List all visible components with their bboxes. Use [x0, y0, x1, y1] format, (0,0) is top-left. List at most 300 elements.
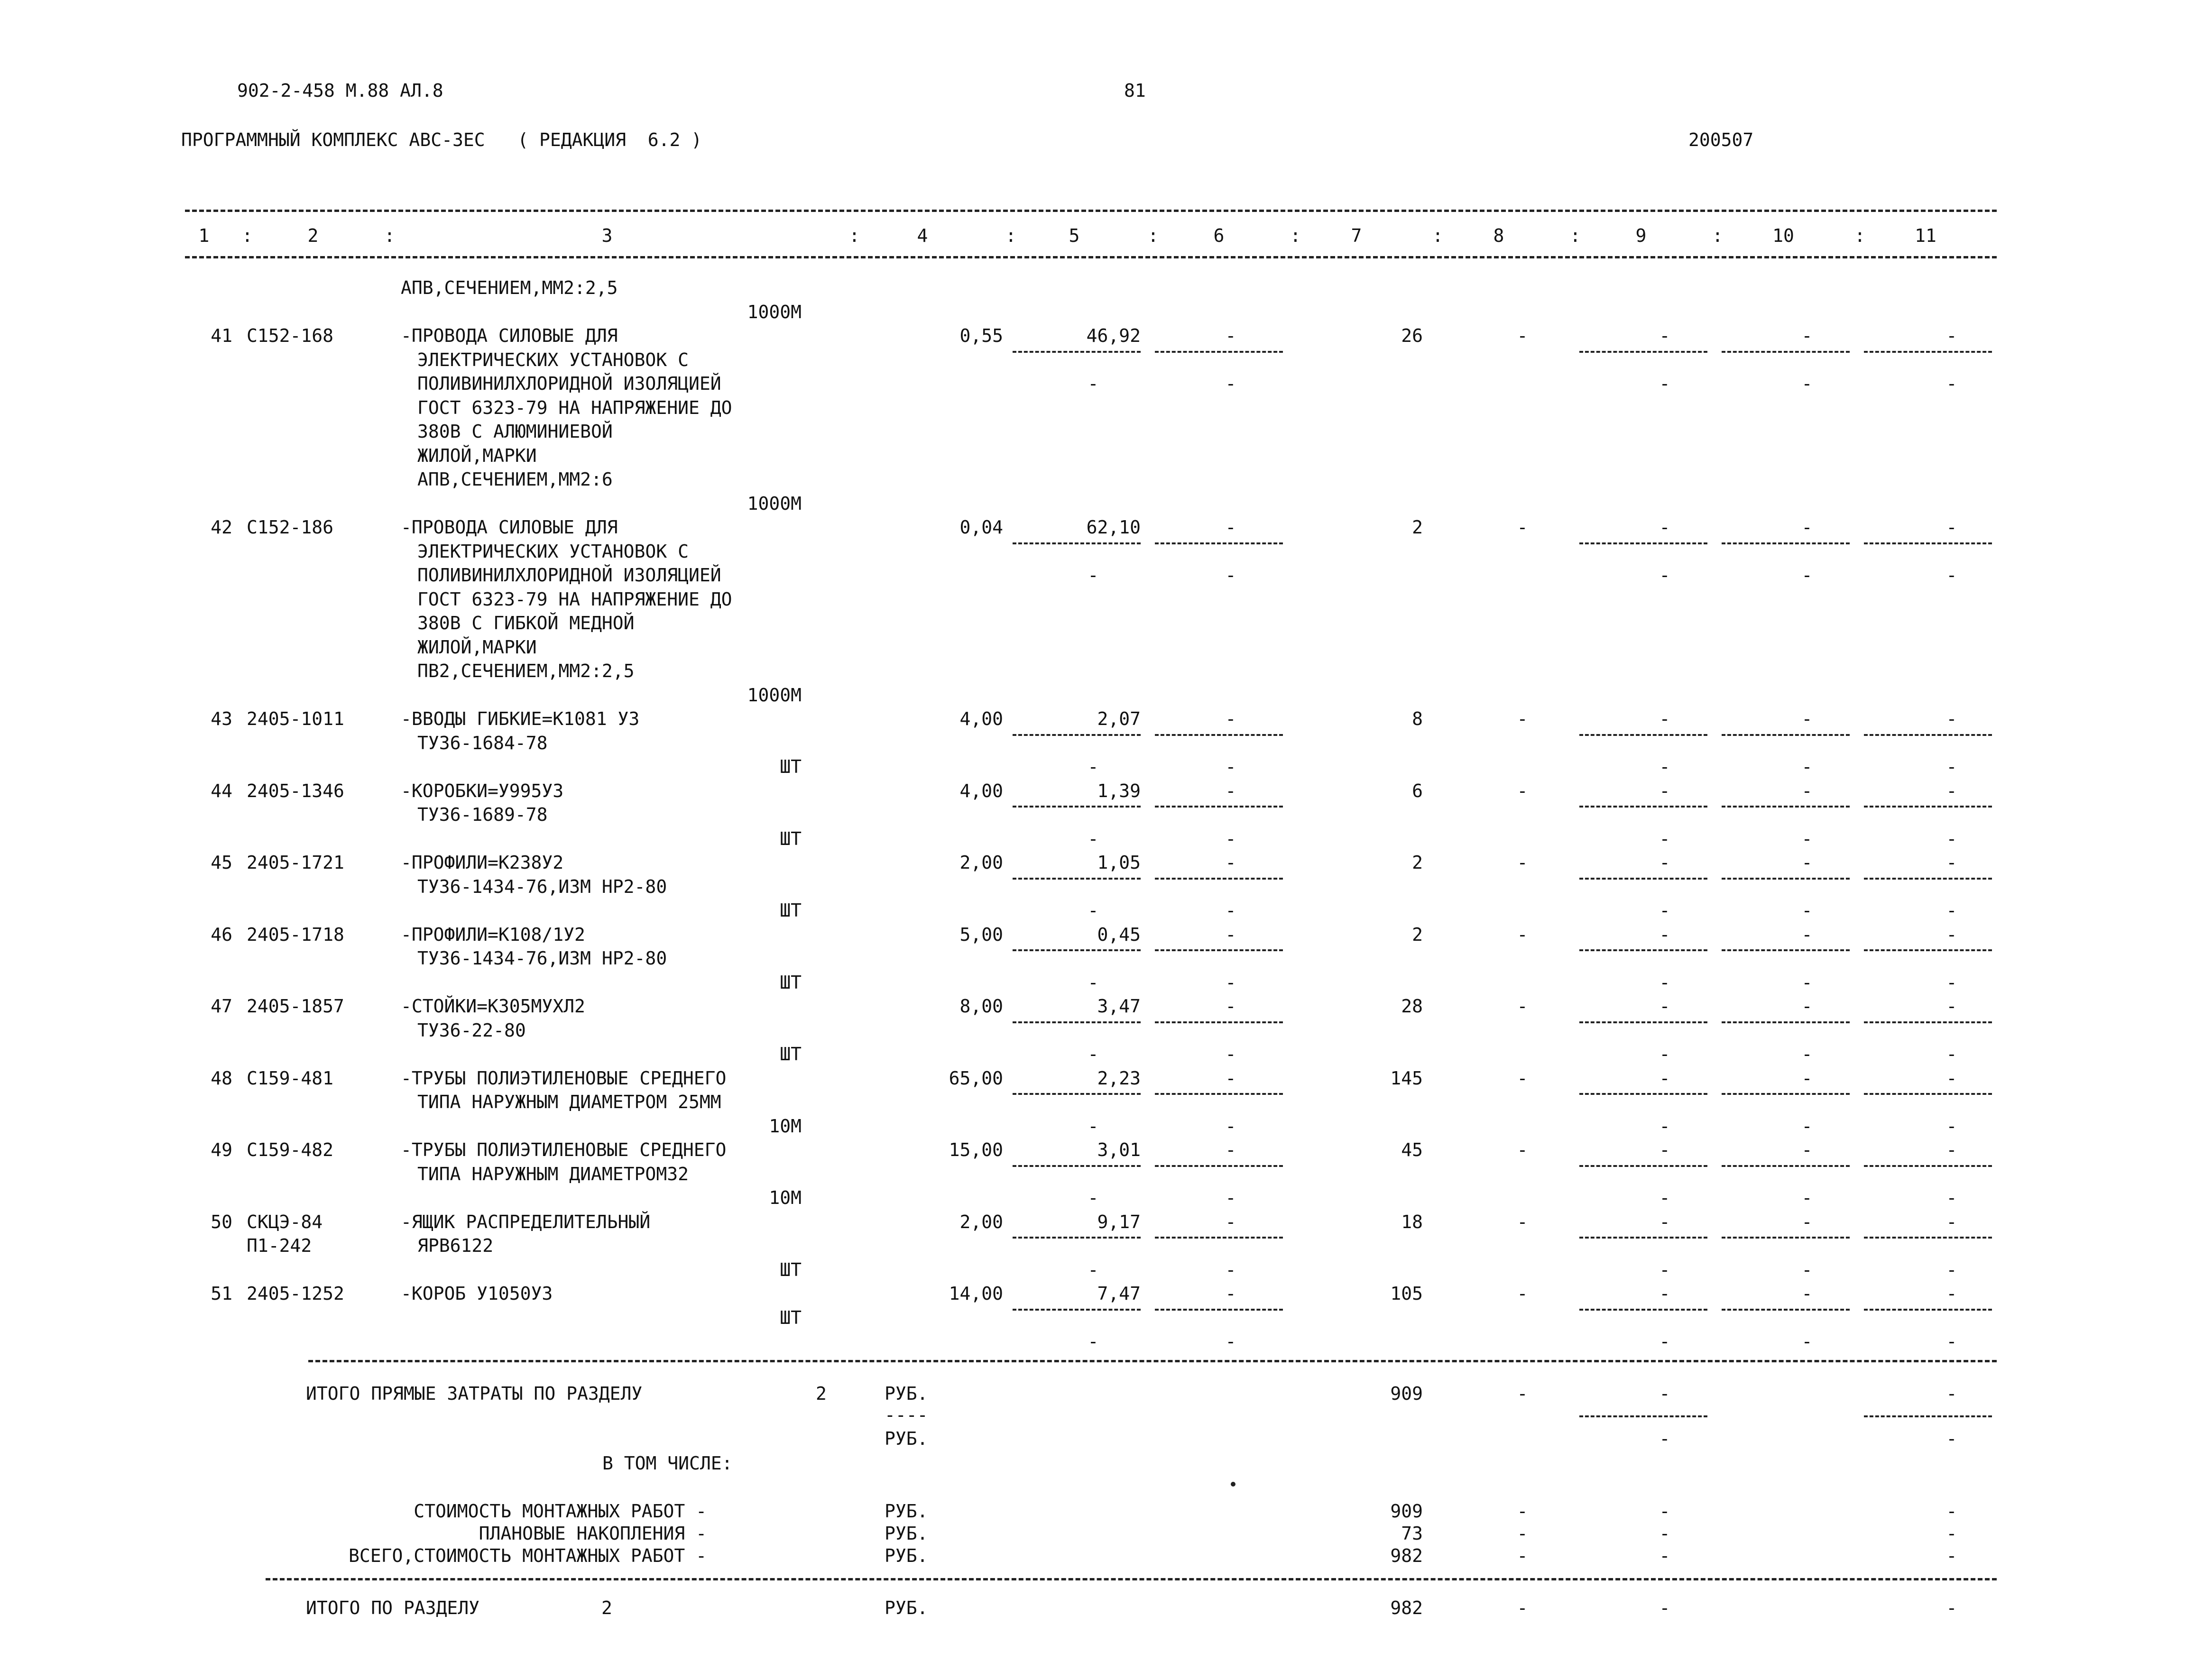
- rate-code: 2405-1721: [247, 852, 344, 873]
- fraction-line: [1155, 806, 1283, 808]
- unit-label: 1000М: [747, 684, 802, 706]
- description-line: -ТРУБЫ ПОЛИЭТИЛЕНОВЫЕ СРЕДНЕГО: [401, 1067, 727, 1089]
- col8-value: -: [1517, 1211, 1528, 1232]
- quantity-value: 8,00: [959, 996, 1003, 1017]
- col11-value: -: [1946, 924, 1957, 945]
- fraction-line: [1155, 1021, 1283, 1023]
- col11-sub-value: -: [1946, 1115, 1957, 1137]
- quantity-value: 65,00: [949, 1067, 1003, 1089]
- col10-value: -: [1801, 780, 1813, 801]
- description-line: -ПРОФИЛИ=К238У2: [401, 852, 564, 873]
- col6-value: -: [1225, 1067, 1236, 1089]
- col11-sub-value: -: [1946, 756, 1957, 777]
- quantity-value: 2,00: [959, 1211, 1003, 1232]
- rate-code: 2405-1857: [247, 996, 344, 1017]
- row-number: 42: [211, 517, 232, 538]
- col10-sub-value: -: [1801, 1044, 1813, 1065]
- rate-code: СКЦЭ-84: [247, 1211, 323, 1232]
- section-number: 2: [601, 1597, 612, 1618]
- unit-cost-value: 2,23: [1097, 1067, 1141, 1089]
- unit-cost-value: 7,47: [1097, 1283, 1141, 1304]
- col5-sub-value: -: [1088, 1259, 1099, 1280]
- col11-value: -: [1946, 780, 1957, 801]
- fraction-line: [1864, 1021, 1992, 1023]
- unit-label: 10М: [769, 1187, 802, 1208]
- total-cost-value: 2: [1412, 924, 1423, 945]
- col5-sub-value: -: [1088, 373, 1099, 394]
- col6-value: -: [1225, 996, 1236, 1017]
- section-col8: -: [1517, 1597, 1528, 1618]
- fraction-line: [1579, 1021, 1707, 1023]
- fraction-line: [1013, 1165, 1141, 1167]
- col8-value: -: [1517, 517, 1528, 538]
- row-number: 47: [211, 996, 232, 1017]
- description-line: 380В С ГИБКОЙ МЕДНОЙ: [417, 613, 635, 633]
- section-total-label: ИТОГО ПО РАЗДЕЛУ: [306, 1597, 480, 1618]
- breakdown-col8: -: [1517, 1545, 1528, 1566]
- description-line: АПВ,СЕЧЕНИЕМ,ММ2:2,5: [401, 277, 618, 298]
- fraction-line: [1579, 542, 1707, 544]
- fraction-line: [1864, 806, 1992, 808]
- fraction-line: [1722, 1021, 1850, 1023]
- section-total-value: 982: [1390, 1597, 1423, 1618]
- col10-value: -: [1801, 996, 1813, 1017]
- section-number: 2: [816, 1383, 827, 1404]
- quantity-value: 0,04: [959, 517, 1003, 538]
- col9-sub-value: -: [1659, 373, 1670, 394]
- row-number: 46: [211, 924, 232, 945]
- description-line: ТИПА НАРУЖНЫМ ДИАМЕТРОМ32: [417, 1163, 689, 1184]
- col9-sub-value: -: [1659, 565, 1670, 586]
- col11-value: -: [1946, 517, 1957, 538]
- fraction-line: [1155, 734, 1283, 736]
- total-cost-value: 2: [1412, 517, 1423, 538]
- total-cost-value: 26: [1401, 325, 1423, 346]
- col8-value: -: [1517, 1139, 1528, 1160]
- row-number: 45: [211, 852, 232, 873]
- program-title: ПРОГРАММНЫЙ КОМПЛЕКС АВС-3ЕС ( РЕДАКЦИЯ 6.2 ): [181, 129, 702, 150]
- currency-label: РУБ.: [885, 1428, 928, 1449]
- fraction-line: [1864, 1165, 1992, 1167]
- col8-value: -: [1517, 996, 1528, 1017]
- unit-label: ШТ: [780, 756, 802, 777]
- col6-sub-value: -: [1225, 373, 1236, 394]
- col9-value: -: [1659, 924, 1670, 945]
- section-col9: -: [1659, 1597, 1670, 1618]
- col6-value: -: [1225, 1139, 1236, 1160]
- col9-sub-value: -: [1659, 756, 1670, 777]
- column-header-2: 2: [307, 225, 319, 246]
- rate-code: 2405-1718: [247, 924, 344, 945]
- direct-col9-sub: -: [1659, 1428, 1670, 1449]
- rate-code: 2405-1252: [247, 1283, 344, 1304]
- fraction-line: [1155, 351, 1283, 353]
- direct-col11: -: [1946, 1383, 1957, 1404]
- breakdown-col9: -: [1659, 1545, 1670, 1566]
- breakdown-total-value: 909: [1390, 1501, 1423, 1522]
- col6-sub-value: -: [1225, 972, 1236, 993]
- col5-sub-value: -: [1088, 1115, 1099, 1137]
- total-cost-value: 145: [1390, 1067, 1423, 1089]
- rate-code: С152-186: [247, 517, 334, 538]
- col10-value: -: [1801, 325, 1813, 346]
- col6-sub-value: -: [1225, 900, 1236, 921]
- unit-cost-value: 3,01: [1097, 1139, 1141, 1160]
- row-number: 48: [211, 1067, 232, 1089]
- col11-value: -: [1946, 1283, 1957, 1304]
- col9-value: -: [1659, 996, 1670, 1017]
- total-cost-value: 8: [1412, 708, 1423, 729]
- description-line: -ПРОВОДА СИЛОВЫЕ ДЛЯ: [401, 325, 618, 346]
- col9-value: -: [1659, 325, 1670, 346]
- col11-sub-value: -: [1946, 373, 1957, 394]
- col10-value: -: [1801, 1283, 1813, 1304]
- col11-sub-value: -: [1946, 1044, 1957, 1065]
- col10-sub-value: -: [1801, 373, 1813, 394]
- fraction-line: [1155, 1165, 1283, 1167]
- col6-sub-value: -: [1225, 828, 1236, 849]
- col11-sub-value: -: [1946, 972, 1957, 993]
- column-separator: :: [384, 225, 395, 246]
- unit-label: ШТ: [780, 1259, 802, 1280]
- fraction-line: [1722, 878, 1850, 880]
- row-number: 43: [211, 708, 232, 729]
- col9-sub-value: -: [1659, 1115, 1670, 1137]
- quantity-value: 4,00: [959, 708, 1003, 729]
- direct-col8: -: [1517, 1383, 1528, 1404]
- column-header-10: 10: [1772, 225, 1794, 246]
- description-line: -КОРОБ У1050У3: [401, 1283, 553, 1304]
- col8-value: -: [1517, 325, 1528, 346]
- description-line: ЖИЛОЙ,МАРКИ: [417, 445, 537, 466]
- quantity-value: 14,00: [949, 1283, 1003, 1304]
- col5-sub-value: -: [1088, 1331, 1099, 1352]
- column-header-3: 3: [601, 225, 613, 246]
- including-label: В ТОМ ЧИСЛЕ:: [602, 1453, 733, 1474]
- breakdown-label: ВСЕГО,СТОИМОСТЬ МОНТАЖНЫХ РАБОТ -: [349, 1545, 707, 1566]
- fraction-line: [1722, 542, 1850, 544]
- stray-mark: [1231, 1482, 1235, 1487]
- col10-value: -: [1801, 924, 1813, 945]
- job-number: 200507: [1688, 129, 1754, 150]
- description-line: -ВВОДЫ ГИБКИЕ=К1081 У3: [401, 708, 640, 729]
- col9-value: -: [1659, 1211, 1670, 1232]
- fraction-line: [1013, 1237, 1141, 1239]
- description-line: ПОЛИВИНИЛХЛОРИДНОЙ ИЗОЛЯЦИЕЙ: [417, 373, 721, 394]
- fraction-line: [1722, 1093, 1850, 1095]
- fraction-line: [1722, 949, 1850, 951]
- fraction-line: [1579, 351, 1707, 353]
- direct-col11-sub: -: [1946, 1428, 1957, 1449]
- col11-value: -: [1946, 852, 1957, 873]
- col8-value: -: [1517, 924, 1528, 945]
- fraction-line: [1579, 1165, 1707, 1167]
- fraction-line: [1013, 351, 1141, 353]
- col6-value: -: [1225, 1283, 1236, 1304]
- breakdown-total-value: 982: [1390, 1545, 1423, 1566]
- rate-code: П1-242: [247, 1235, 312, 1256]
- fraction-line: [1722, 734, 1850, 736]
- col11-value: -: [1946, 325, 1957, 346]
- fraction-line: [1722, 806, 1850, 808]
- col11-sub-value: -: [1946, 828, 1957, 849]
- fraction-line: [1579, 1415, 1707, 1417]
- quantity-value: 5,00: [959, 924, 1003, 945]
- currency-label: РУБ.: [885, 1545, 928, 1566]
- fraction-line: [1864, 878, 1992, 880]
- col11-value: -: [1946, 1139, 1957, 1160]
- unit-cost-value: 1,05: [1097, 852, 1141, 873]
- unit-cost-value: 2,07: [1097, 708, 1141, 729]
- fraction-line: [1579, 806, 1707, 808]
- col10-sub-value: -: [1801, 900, 1813, 921]
- col10-value: -: [1801, 1067, 1813, 1089]
- column-header-9: 9: [1635, 225, 1647, 246]
- col6-value: -: [1225, 708, 1236, 729]
- col11-value: -: [1946, 1211, 1957, 1232]
- table-end-rule: [308, 1360, 1997, 1362]
- col6-value: -: [1225, 780, 1236, 801]
- col9-sub-value: -: [1659, 1044, 1670, 1065]
- fraction-line: [1864, 542, 1992, 544]
- fraction-line: [1579, 949, 1707, 951]
- unit-label: 1000М: [747, 493, 802, 514]
- description-line: -ПРОФИЛИ=К108/1У2: [401, 924, 585, 945]
- description-line: 380В С АЛЮМИНИЕВОЙ: [417, 421, 613, 442]
- col10-value: -: [1801, 1139, 1813, 1160]
- unit-label: ШТ: [780, 828, 802, 849]
- col10-value: -: [1801, 1211, 1813, 1232]
- row-number: 50: [211, 1211, 232, 1232]
- breakdown-col8: -: [1517, 1523, 1528, 1544]
- fraction-line: [1579, 878, 1707, 880]
- currency-label: РУБ.: [885, 1383, 928, 1404]
- description-line: ТУ36-1434-76,ИЗМ НР2-80: [417, 948, 667, 969]
- col10-sub-value: -: [1801, 756, 1813, 777]
- col6-sub-value: -: [1225, 1044, 1236, 1065]
- col6-sub-value: -: [1225, 1115, 1236, 1137]
- unit-label: 10М: [769, 1115, 802, 1137]
- breakdown-col11: -: [1946, 1545, 1957, 1566]
- fraction-line: [1864, 949, 1992, 951]
- currency-label: РУБ.: [885, 1523, 928, 1544]
- fraction-line: [1864, 1093, 1992, 1095]
- fraction-line: [1722, 1237, 1850, 1239]
- header-rule-top: [185, 210, 1997, 212]
- description-line: ПВ2,СЕЧЕНИЕМ,ММ2:2,5: [417, 661, 635, 681]
- column-separator: :: [1005, 225, 1016, 246]
- fraction-line: [1864, 351, 1992, 353]
- col10-sub-value: -: [1801, 828, 1813, 849]
- description-line: -ПРОВОДА СИЛОВЫЕ ДЛЯ: [401, 517, 618, 538]
- fraction-line: [1579, 1309, 1707, 1311]
- description-line: -ТРУБЫ ПОЛИЭТИЛЕНОВЫЕ СРЕДНЕГО: [401, 1139, 727, 1160]
- col5-sub-value: -: [1088, 565, 1099, 586]
- col6-value: -: [1225, 924, 1236, 945]
- description-line: -СТОЙКИ=К305МУХЛ2: [401, 996, 585, 1017]
- description-line: -КОРОБКИ=У995У3: [401, 780, 564, 801]
- fraction-line: [1155, 1237, 1283, 1239]
- col10-sub-value: -: [1801, 1259, 1813, 1280]
- description-line: ТИПА НАРУЖНЫМ ДИАМЕТРОМ 25ММ: [417, 1092, 721, 1112]
- col10-sub-value: -: [1801, 565, 1813, 586]
- description-line: ЯРВ6122: [417, 1235, 494, 1256]
- row-number: 51: [211, 1283, 232, 1304]
- description-line: ТУ36-1684-78: [417, 732, 548, 753]
- column-separator: :: [1432, 225, 1443, 246]
- col9-sub-value: -: [1659, 1331, 1670, 1352]
- col9-value: -: [1659, 517, 1670, 538]
- col11-value: -: [1946, 1067, 1957, 1089]
- col5-sub-value: -: [1088, 1187, 1099, 1208]
- col10-value: -: [1801, 708, 1813, 729]
- col11-sub-value: -: [1946, 565, 1957, 586]
- row-number: 49: [211, 1139, 232, 1160]
- column-separator: :: [1712, 225, 1723, 246]
- description-line: ГОСТ 6323-79 НА НАПРЯЖЕНИЕ ДО: [417, 588, 732, 610]
- col8-value: -: [1517, 780, 1528, 801]
- col9-value: -: [1659, 780, 1670, 801]
- col5-sub-value: -: [1088, 756, 1099, 777]
- col11-sub-value: -: [1946, 900, 1957, 921]
- fraction-line: [1722, 1165, 1850, 1167]
- col6-value: -: [1225, 1211, 1236, 1232]
- col10-value: -: [1801, 517, 1813, 538]
- col11-sub-value: -: [1946, 1259, 1957, 1280]
- column-separator: :: [242, 225, 253, 246]
- breakdown-col11: -: [1946, 1523, 1957, 1544]
- col9-value: -: [1659, 1283, 1670, 1304]
- column-header-11: 11: [1915, 225, 1936, 246]
- fraction-line: [1013, 878, 1141, 880]
- col9-sub-value: -: [1659, 972, 1670, 993]
- unit-label: ШТ: [780, 1044, 802, 1065]
- fraction-line: [1013, 1021, 1141, 1023]
- fraction-line: [1722, 351, 1850, 353]
- description-line: ЭЛЕКТРИЧЕСКИХ УСТАНОВОК С: [417, 541, 689, 562]
- rate-code: С159-482: [247, 1139, 334, 1160]
- col11-value: -: [1946, 708, 1957, 729]
- fraction-line: [1155, 542, 1283, 544]
- column-separator: :: [1148, 225, 1159, 246]
- col5-sub-value: -: [1088, 900, 1099, 921]
- col6-value: -: [1225, 517, 1236, 538]
- description-line: ЭЛЕКТРИЧЕСКИХ УСТАНОВОК С: [417, 349, 689, 370]
- fraction-line: [1155, 949, 1283, 951]
- total-cost-value: 6: [1412, 780, 1423, 801]
- col8-value: -: [1517, 852, 1528, 873]
- currency-label: РУБ.: [885, 1597, 928, 1618]
- quantity-value: 15,00: [949, 1139, 1003, 1160]
- direct-costs-label: ИТОГО ПРЯМЫЕ ЗАТРАТЫ ПО РАЗДЕЛУ: [306, 1383, 643, 1404]
- col9-sub-value: -: [1659, 900, 1670, 921]
- description-line: ЖИЛОЙ,МАРКИ: [417, 636, 537, 658]
- column-separator: :: [1290, 225, 1301, 246]
- row-number: 44: [211, 780, 232, 801]
- unit-cost-value: 0,45: [1097, 924, 1141, 945]
- description-line: ПОЛИВИНИЛХЛОРИДНОЙ ИЗОЛЯЦИЕЙ: [417, 565, 721, 586]
- column-separator: :: [849, 225, 860, 246]
- description-line: АПВ,СЕЧЕНИЕМ,ММ2:6: [417, 469, 613, 490]
- section-total-rule: [266, 1578, 1997, 1580]
- column-header-1: 1: [198, 225, 210, 246]
- unit-label: ШТ: [780, 972, 802, 993]
- col6-sub-value: -: [1225, 1187, 1236, 1208]
- fraction-line: [1013, 542, 1141, 544]
- breakdown-total-value: 73: [1401, 1523, 1423, 1544]
- breakdown-col9: -: [1659, 1523, 1670, 1544]
- col6-value: -: [1225, 852, 1236, 873]
- col6-sub-value: -: [1225, 565, 1236, 586]
- col9-sub-value: -: [1659, 1187, 1670, 1208]
- col10-sub-value: -: [1801, 1115, 1813, 1137]
- fraction-line: [1864, 1415, 1992, 1417]
- total-cost-value: 18: [1401, 1211, 1423, 1232]
- breakdown-col8: -: [1517, 1501, 1528, 1522]
- col5-sub-value: -: [1088, 972, 1099, 993]
- fraction-line: [1864, 1237, 1992, 1239]
- col8-value: -: [1517, 708, 1528, 729]
- fraction-line: [1155, 1093, 1283, 1095]
- col9-sub-value: -: [1659, 1259, 1670, 1280]
- column-separator: :: [1854, 225, 1865, 246]
- quantity-value: 4,00: [959, 780, 1003, 801]
- rate-code: С159-481: [247, 1067, 334, 1089]
- col5-sub-value: -: [1088, 1044, 1099, 1065]
- fraction-line: [1013, 1309, 1141, 1311]
- col11-sub-value: -: [1946, 1331, 1957, 1352]
- col6-sub-value: -: [1225, 756, 1236, 777]
- col9-value: -: [1659, 1067, 1670, 1089]
- rate-code: 2405-1011: [247, 708, 344, 729]
- column-header-4: 4: [917, 225, 928, 246]
- fraction-line: [1579, 1093, 1707, 1095]
- col9-value: -: [1659, 1139, 1670, 1160]
- description-line: ТУ36-22-80: [417, 1019, 526, 1041]
- col10-sub-value: -: [1801, 1187, 1813, 1208]
- direct-col9: -: [1659, 1383, 1670, 1404]
- fraction-line: [1013, 949, 1141, 951]
- breakdown-label: СТОИМОСТЬ МОНТАЖНЫХ РАБОТ -: [414, 1501, 707, 1522]
- unit-cost-value: 9,17: [1097, 1211, 1141, 1232]
- column-separator: :: [1570, 225, 1581, 246]
- col8-value: -: [1517, 1067, 1528, 1089]
- fraction-line: [1155, 1309, 1283, 1311]
- fraction-line: [1013, 1093, 1141, 1095]
- col11-sub-value: -: [1946, 1187, 1957, 1208]
- fraction-line: [1864, 734, 1992, 736]
- unit-label: ШТ: [780, 900, 802, 921]
- fraction-line: [1864, 1309, 1992, 1311]
- unit-cost-value: 3,47: [1097, 996, 1141, 1017]
- fraction-line: [1013, 734, 1141, 736]
- total-cost-value: 105: [1390, 1283, 1423, 1304]
- col10-value: -: [1801, 852, 1813, 873]
- total-cost-value: 2: [1412, 852, 1423, 873]
- col5-sub-value: -: [1088, 828, 1099, 849]
- unit-cost-value: 62,10: [1086, 517, 1141, 538]
- description-line: ТУ36-1689-78: [417, 804, 548, 825]
- currency-label: РУБ.: [885, 1501, 928, 1522]
- fraction-line: [1579, 1237, 1707, 1239]
- column-header-5: 5: [1069, 225, 1080, 246]
- column-header-8: 8: [1493, 225, 1504, 246]
- section-col11: -: [1946, 1597, 1957, 1618]
- rate-code: 2405-1346: [247, 780, 344, 801]
- fraction-line: [1722, 1309, 1850, 1311]
- column-header-6: 6: [1213, 225, 1225, 246]
- description-line: ГОСТ 6323-79 НА НАПРЯЖЕНИЕ ДО: [417, 397, 732, 418]
